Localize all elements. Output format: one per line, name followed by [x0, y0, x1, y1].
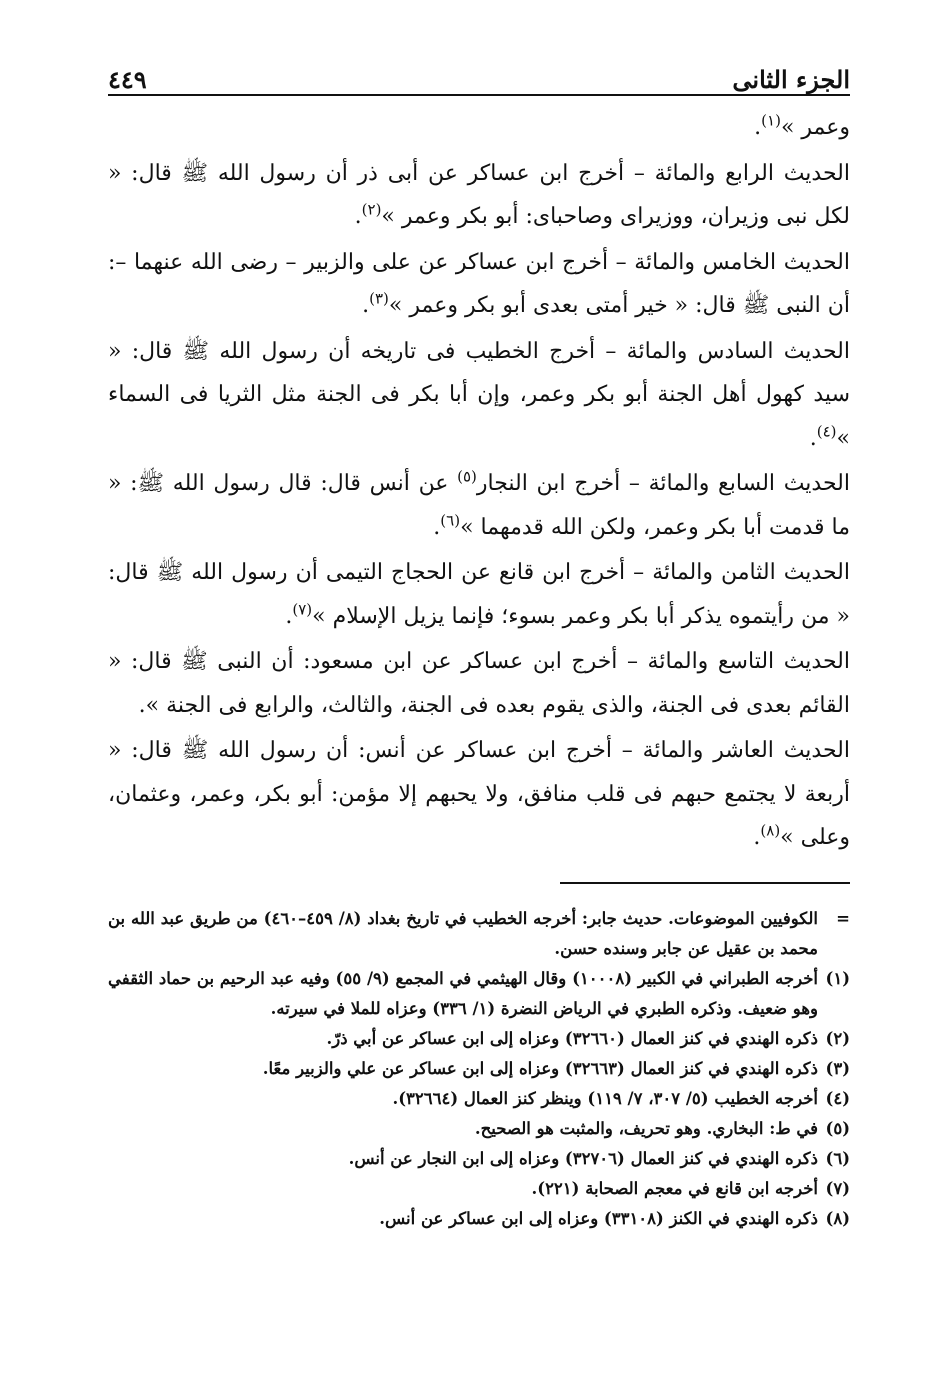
footnote-separator: [560, 882, 850, 884]
footnote-ref: (٥): [457, 467, 477, 486]
paragraph: الحديث السابع والمائة – أخرج ابن النجار$^{(٥)}$ عن أنس قال: قال رسول الله ﷺ: « ما قدمت أبا بكر وعمر، ولكن الله قدمهما »$^{(٦)}$.: [108, 467, 850, 540]
footnote-ref: (٣): [369, 289, 389, 308]
running-title: الجزء الثانى: [732, 65, 850, 94]
paragraph: الحديث السادس والمائة – أخرج الخطيب فى تاريخه أن رسول الله ﷺ قال: « سيد كهول أهل الجنة أبو بكر وعمر، وإن أبا بكر فى الجنة مثل الثريا فى السماء »$^{(٤)}$.: [108, 338, 850, 451]
footnote-ref: (١): [761, 111, 781, 130]
footnote-ref: (٤): [816, 422, 837, 441]
footnote-mark: (٧): [825, 1179, 850, 1198]
footnote-mark: (٣): [825, 1059, 850, 1078]
footnote-mark: (٦): [825, 1149, 850, 1168]
footnote-text: ذكره الهندي في كنز العمال (٣٢٧٠٦) وعزاه إلى ابن النجار عن أنس.: [348, 1149, 818, 1168]
footnote: [108, 964, 850, 1024]
paragraph: الحديث الثامن والمائة – أخرج ابن قانع عن الحجاج التيمى أن رسول الله ﷺ قال: « من رأيتموه يذكر أبا بكر وعمر بسوء؛ فإنما يزيل الإسلام »$^{(٧)}$.: [108, 560, 850, 629]
footnote-mark: (٨): [825, 1209, 850, 1228]
footnote-text: أخرجه الخطيب (٥/ ٣٠٧، ٧/ ١١٩) وينظر كنز العمال (٣٢٦٦٤).: [392, 1089, 818, 1108]
footnote-mark: (٢): [825, 1029, 850, 1048]
footnote: [108, 1204, 850, 1234]
footnote-mark: (٤): [825, 1089, 850, 1108]
footnote-ref: (٦): [440, 511, 461, 530]
footnote-text: ذكره الهندي في كنز العمال (٣٢٦٦٣) وعزاه إلى ابن عساكر عن علي والزبير معًا.: [262, 1059, 818, 1078]
footnote-text: في ط: البخاري. وهو تحريف، والمثبت هو الصحيح.: [474, 1119, 818, 1138]
footnote: [108, 1054, 850, 1084]
footnote-text: أخرجه الطبراني في الكبير (١٠٠٠٨) وقال الهيثمي في المجمع (٩/ ٥٥) وفيه عبد الرحيم بن حماد الثقفي وهو ضعيف. وذكره الطبري في الرياض النضرة (١/ ٣٣٦) وعزاه للملا في سيرته.: [108, 969, 819, 1018]
footnote: [108, 904, 850, 964]
footnotes: [108, 904, 850, 1234]
footnote: [108, 1174, 850, 1204]
footnote-ref: (٨): [760, 821, 781, 840]
paragraph: الحديث الخامس والمائة – أخرج ابن عساكر عن على والزبير – رضى الله عنهما –: أن النبى ﷺ قال: « خير أمتى بعدى أبو بكر وعمر »$^{(٣)}$.: [108, 249, 850, 318]
footnote-mark: =: [836, 909, 850, 928]
footnote-ref: (٢): [361, 200, 382, 219]
footnote: [108, 1024, 850, 1054]
footnote-mark: (١): [825, 969, 850, 988]
paragraph: الحديث الرابع والمائة – أخرج ابن عساكر عن أبى ذر أن رسول الله ﷺ قال: « لكل نبى وزيران، ووزيراى وصاحباى: أبو بكر وعمر »$^{(٢)}$.: [108, 160, 850, 229]
footnote-ref: (٧): [292, 600, 313, 619]
footnote-text: ذكره الهندي في كنز العمال (٣٢٦٦٠) وعزاه إلى ابن عساكر عن أبي ذرّ.: [326, 1029, 818, 1048]
footnote: [108, 1144, 850, 1174]
footnote: [108, 1114, 850, 1144]
footnote-text: الكوفيين الموضوعات. حديث جابر: أخرجه الخطيب في تاريخ بغداد (٨/ ٤٥٩–٤٦٠) من طريق عبد الله بن محمد بن عقيل عن جابر وسنده حسن.: [108, 909, 819, 958]
paragraph: الحديث العاشر والمائة – أخرج ابن عساكر عن أنس: أن رسول الله ﷺ قال: « أربعة لا يجتمع حبهم فى قلب منافق، ولا يحبهم إلا مؤمن: أبو بكر، وعمر، وعثمان، وعلى »$^{(٨)}$.: [108, 738, 850, 850]
footnote-text: أخرجه ابن قانع في معجم الصحابة (٢٢١).: [531, 1179, 818, 1198]
footnote: [108, 1084, 850, 1114]
page-number: ٤٤٩: [108, 65, 147, 94]
footnote-text: ذكره الهندي في الكنز (٣٣١٠٨) وعزاه إلى ابن عساكر عن أنس.: [379, 1209, 818, 1228]
paragraph: الحديث التاسع والمائة – أخرج ابن عساكر عن ابن مسعود: أن النبى ﷺ قال: « القائم بعدى فى الجنة، والذى يقوم بعده فى الجنة، والثالث، والرابع فى الجنة ».: [108, 649, 850, 718]
footnote-mark: (٥): [825, 1119, 850, 1138]
paragraph: وعمر »$^{(١)}$.: [754, 111, 850, 140]
page-header: [108, 52, 850, 96]
page: [108, 52, 850, 1228]
main-text: [108, 106, 850, 860]
